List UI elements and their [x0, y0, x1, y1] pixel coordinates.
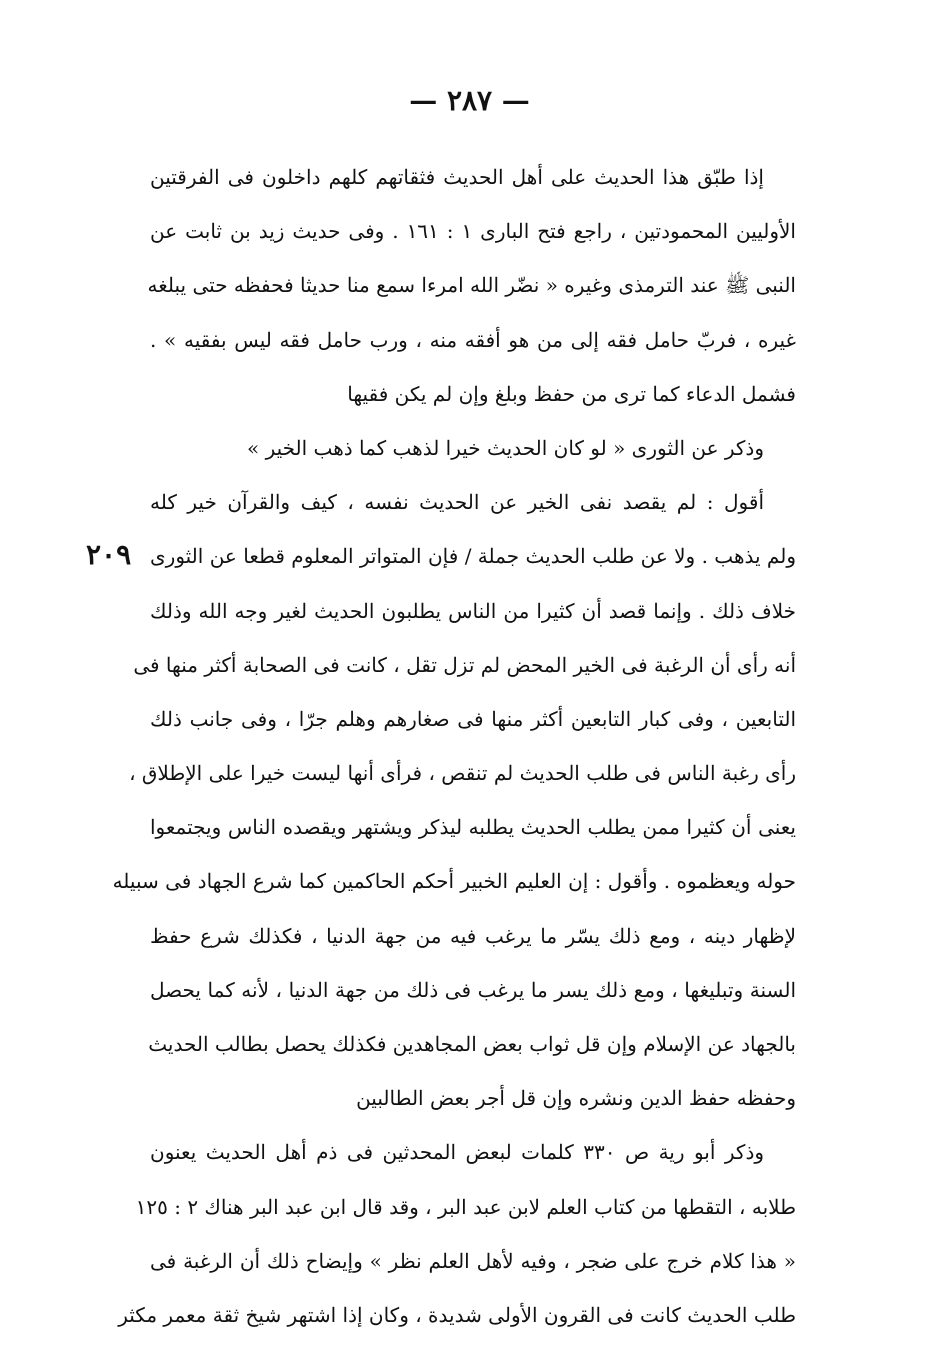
text-line: بالجهاد عن الإسلام وإن قل ثواب بعض المجاهدين فكذلك يحصل بطالب الحديث	[148, 1032, 796, 1056]
text-line: غيره ، فربّ حامل فقه إلى من هو أفقه منه ، ورب حامل فقه ليس بفقيه » .	[150, 327, 796, 352]
paragraph	[118, 1125, 796, 1342]
text-line: أنه رأى أن الرغبة فى الخير المحض لم تزل تقل ، كانت فى الصحابة أكثر منها فى	[133, 652, 796, 677]
text-line: « هذا كلام خرج على ضجر ، وفيه لأهل العلم نظر » وإيضاح ذلك أن الرغبة فى	[150, 1248, 796, 1273]
text-line: السنة وتبليغها ، ومع ذلك يسر ما يرغب فى ذلك من جهة الدنيا ، لأنه كما يحصل	[150, 977, 796, 1002]
text-line: وحفظه حفظ الدين ونشره وإن قل أجر بعض الطالبين	[356, 1086, 796, 1111]
text-line: حوله ويعظموه . وأقول : إن العليم الخبير أحكم الحاكمين كما شرع الجهاد فى سبيله	[112, 869, 796, 894]
text-line: فشمل الدعاء كما ترى من حفظ وبلغ وإن لم يكن فقيها	[347, 381, 796, 406]
text-line: ولم يذهب . ولا عن طلب الحديث جملة / فإن المتواتر المعلوم قطعا عن الثورى	[150, 544, 796, 569]
paragraph	[112, 475, 797, 1125]
text-line: لإظهار دينه ، ومع ذلك يسّر ما يرغب فيه من جهة الدنيا ، فكذلك شرع حفظ	[150, 923, 797, 948]
text-line: رأى رغبة الناس فى طلب الحديث لم تنقص ، فرأى أنها ليست خيرا على الإطلاق ،	[129, 761, 796, 786]
paragraph	[147, 150, 796, 421]
text-line: وذكر أبو رية ص ٣٣٠ كلمات لبعض المحدثين فى ذم أهل الحديث يعنون	[150, 1140, 765, 1165]
text-line: الأوليين المحمودتين ، راجع فتح البارى ١ : ١٦١ . وفى حديث زيد بن ثابت عن	[150, 219, 796, 244]
margin-reference-number: ٢٠٩	[86, 538, 132, 571]
text-line: إذا طبّق هذا الحديث على أهل الحديث فثقاتهم كلهم داخلون فى الفرقتين	[150, 165, 764, 189]
text-line: طلب الحديث كانت فى القرون الأولى شديدة ، وكان إذا اشتهر شيخ ثقة معمر مكثر	[118, 1302, 796, 1327]
body-text	[112, 150, 797, 1342]
text-line: أقول : لم يقصد نفى الخير عن الحديث نفسه ، كيف والقرآن خير كله	[150, 490, 764, 515]
text-line: خلاف ذلك . وإنما قصد أن كثيرا من الناس يطلبون الحديث لغير وجه الله وذلك	[150, 598, 796, 623]
paragraph	[150, 421, 796, 475]
text-line: النبى ﷺ عند الترمذى وغيره « نضّر الله امرءا سمع منا حديثا فحفظه حتى يبلغه	[147, 273, 796, 298]
text-line: يعنى أن كثيرا ممن يطلب الحديث يطلبه ليذكر ويشتهر ويقصده الناس ويجتمعوا	[150, 815, 796, 840]
page-number: — ٢٨٧ —	[409, 84, 530, 117]
text-line: وذكر عن الثورى « لو كان الحديث خيرا لذهب كما ذهب الخير »	[246, 435, 764, 460]
text-line: التابعين ، وفى كبار التابعين أكثر منها فى صغارهم وهلم جرّا ، وفى جانب ذلك	[150, 706, 796, 731]
text-line: طلابه ، التقطها من كتاب العلم لابن عبد البر ، وقد قال ابن عبد البر هناك ٢ : ١٢٥	[135, 1194, 796, 1219]
